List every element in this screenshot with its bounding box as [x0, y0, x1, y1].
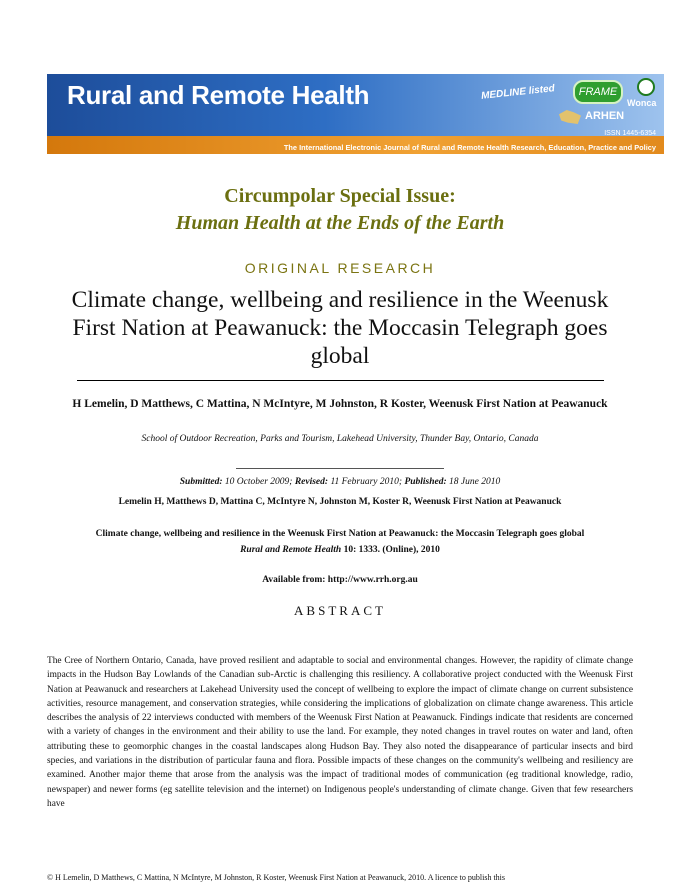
citation-title: Climate change, wellbeing and resilience in the Weenusk First Nation at Peawanuck: the Moccasin Telegraph goes global [95, 529, 585, 539]
wonca-logo: Wonca [627, 98, 657, 108]
journal-title: Rural and Remote Health [67, 80, 370, 110]
revised-label: Revised: [294, 477, 329, 487]
issn-number: ISSN 1445-6354 [604, 130, 656, 137]
journal-banner [47, 74, 664, 154]
article-title: Climate change, wellbeing and resilience in the Weenusk First Nation at Peawanuck: the Moccasin Telegraph goes global [71, 287, 609, 369]
citation-details: 10: 1333. (Online), 2010 [343, 545, 440, 555]
abstract-body: The Cree of Northern Ontario, Canada, have proved resilient and adaptable to social and environmental changes. However, the rapidity of climate change impacts in the Hudson Bay Lowlands of the Canadian sub-Arctic is challenging this resiliency. A collaborative project conducted with the Weenusk First Nation at Peawanuck and researchers at Lakehead University used the concept of wellbeing to explore the impact of climate change on current subsistence activities, resource management, and conservation strategies, while considering the implications of globalization on climate change awareness. This article describes the analysis of 22 interviews conducted with members of the Weenusk First Nation at Peawanuck. Findings indicate that residents are concerned with a variety of changes in the environment and their ability to use the land. For example, they noted changes in travel routes on water and land, often attributing these to geomorphic changes in the coastal landscapes along Hudson Bay. They also noted the disappearance of particular insects and bird species, and variations in the distribution of particular fauna and flora. Possible impacts of these changes on the community's wellbeing and resiliency are examined. Another major theme that arose from the analysis was the impact of traditional modes of communication (eg traditional knowledge, radio, newspaper) and newer forms (eg satellite television and the internet) on Indigenous people's understanding of climate change. Given that few researchers have [47, 656, 633, 809]
section-label: ORIGINAL RESEARCH [244, 260, 436, 276]
citation-journal [0, 545, 680, 555]
abstract-heading: ABSTRACT [294, 603, 386, 618]
published-date: 18 June 2010 [449, 477, 501, 487]
copyright-footer: © H Lemelin, D Matthews, C Mattina, N McIntyre, M Johnston, R Koster, Weenusk First Nation at Peawanuck, 2010. A licence to publish this [47, 873, 506, 882]
submitted-date: 10 October 2009 [224, 477, 290, 487]
submitted-label: Submitted: [179, 477, 223, 487]
citation-authors: Lemelin H, Matthews D, Mattina C, McIntyre N, Johnston M, Koster R, Weenusk First Nation at Peawanuck [118, 497, 562, 507]
publication-dates: Submitted: 10 October 2009; Revised: 11 February 2010; Published: 18 June 2010 [179, 477, 501, 487]
affiliation: School of Outdoor Recreation, Parks and Tourism, Lakehead University, Thunder Bay, Ontario, Canada [141, 434, 539, 444]
author-list: H Lemelin, D Matthews, C Mattina, N McIntyre, M Johnston, R Koster, Weenusk First Nation at Peawanuck [72, 398, 608, 410]
arhen-logo: ARHEN [585, 110, 625, 122]
journal-subtitle: The International Electronic Journal of Rural and Remote Health Research, Education, Practice and Policy [283, 143, 656, 152]
revised-date: 11 February 2010 [330, 477, 399, 487]
available-from-link[interactable]: Available from: http://www.rrh.org.au [262, 575, 418, 585]
frame-logo: FRAME [573, 80, 623, 104]
wonca-globe-icon [637, 78, 655, 96]
citation-journal-name: Rural and Remote Health [240, 545, 342, 555]
affiliation-divider [236, 468, 444, 469]
medline-badge: MEDLINE listed [480, 83, 556, 102]
special-issue-title: Circumpolar Special Issue: [224, 185, 456, 207]
published-label: Published: [404, 477, 447, 487]
special-issue-subtitle: Human Health at the Ends of the Earth [175, 212, 505, 234]
australia-map-icon [559, 110, 581, 124]
title-divider [77, 380, 604, 381]
